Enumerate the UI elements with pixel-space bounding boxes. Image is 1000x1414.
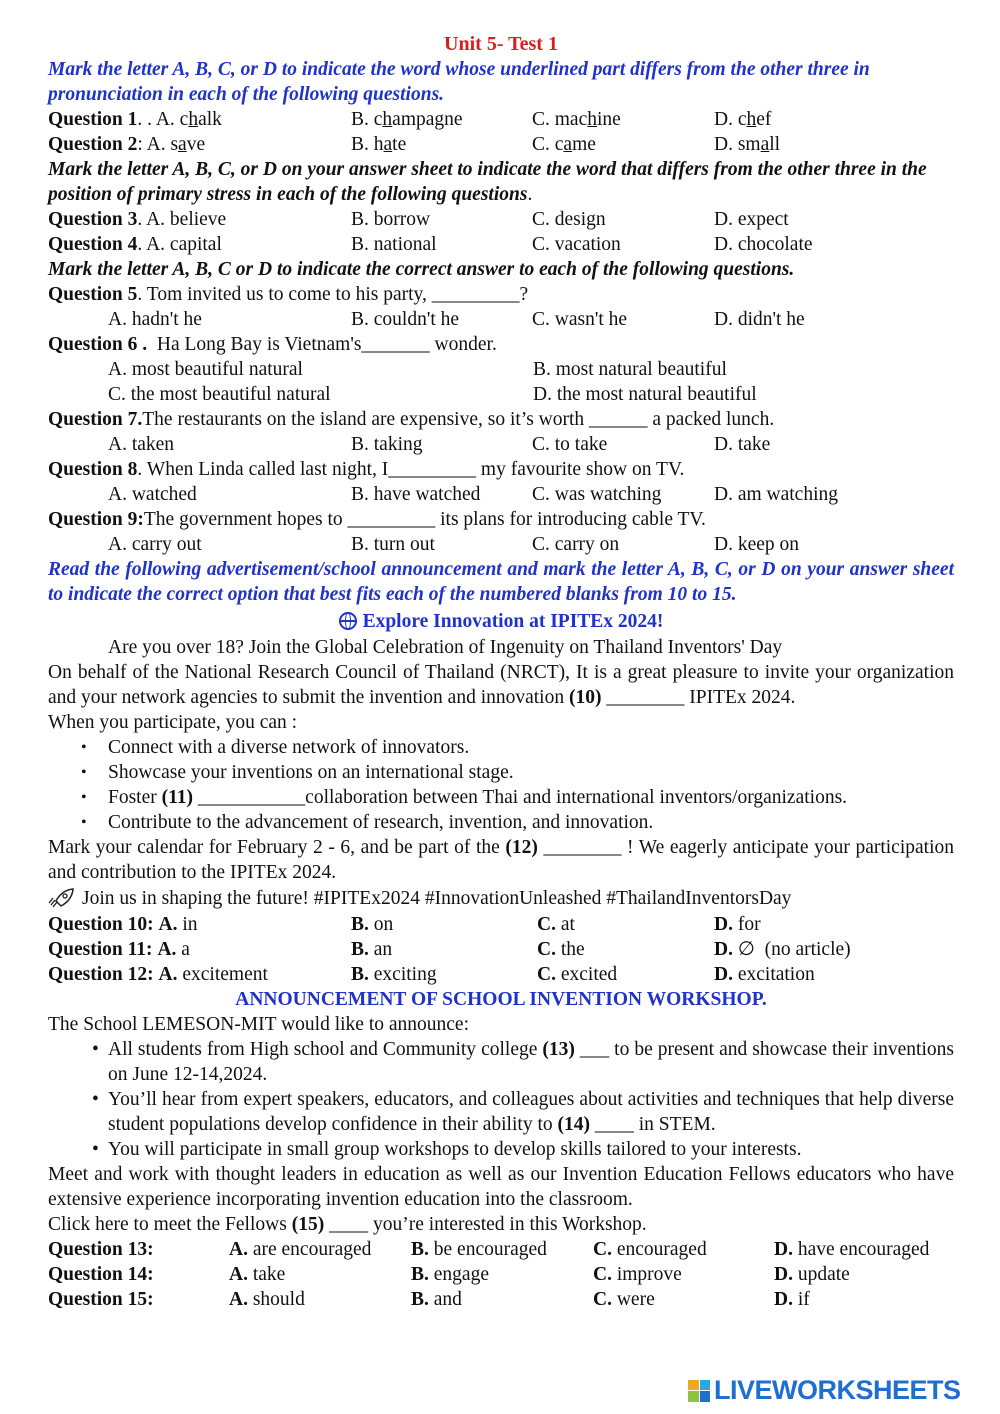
- q14-option-a[interactable]: A. take: [229, 1264, 286, 1285]
- question-4: Question 4. A. capital B. national C. vacation D. chocolate: [48, 234, 813, 255]
- q9-option-d[interactable]: D. keep on: [714, 534, 800, 555]
- question-7-stem: Question 7. The restaurants on the island are expensive, so it’s worth ______ a packed lunch.: [48, 409, 775, 430]
- q7-option-b[interactable]: B. taking: [351, 434, 423, 455]
- q11-option-d[interactable]: D. ∅ (no article): [714, 939, 851, 960]
- question-9-options: [48, 532, 954, 557]
- q14-option-b[interactable]: B. engage: [411, 1264, 489, 1285]
- q9-option-a[interactable]: A. carry out: [108, 534, 202, 555]
- announcement-item-3: • You will participate in small group workshops to develop skills tailored to your interests.: [92, 1139, 802, 1160]
- q8-option-a[interactable]: A. watched: [108, 484, 197, 505]
- q12-option-c[interactable]: C. excited: [537, 964, 618, 985]
- q4-option-a[interactable]: A. capital: [146, 234, 222, 255]
- instruction-reading: Read the following advertisement/school announcement and mark the letter A, B, C, or D on your answer sheet to indicate the correct option that best fits each of the numbered blanks from 10 to 15.: [48, 559, 954, 605]
- q11-option-c[interactable]: C. the: [537, 939, 585, 960]
- q10-option-a[interactable]: in: [177, 914, 198, 935]
- q6-option-c[interactable]: C. the most beautiful natural: [108, 384, 331, 405]
- q4-option-d[interactable]: D. chocolate: [714, 234, 813, 255]
- question-10: Question 10: A. in B. on C. at D. for: [48, 914, 761, 935]
- announcement-item-1: • All students from High school and Community college (13) ___ to be present and showcase their inventions on June 12-14,2024.: [92, 1039, 954, 1085]
- q11-option-a[interactable]: a: [176, 939, 190, 960]
- instruction-pronunciation: Mark the letter A, B, C, or D to indicate the word whose underlined part differs from the other three in pronunciation in each of the following questions.: [48, 59, 870, 105]
- q13-option-b[interactable]: B. be encouraged: [411, 1239, 547, 1260]
- q7-option-a[interactable]: A. taken: [108, 434, 175, 455]
- q13-option-d[interactable]: D. have encouraged: [774, 1239, 930, 1260]
- q12-option-a[interactable]: excitement: [177, 964, 268, 985]
- q2-option-c[interactable]: C. came: [532, 134, 596, 155]
- liveworksheets-logo[interactable]: [688, 1375, 961, 1406]
- question-1: [48, 107, 954, 132]
- page-title: Unit 5- Test 1: [444, 33, 558, 55]
- question-6-stem: Question 6 . Ha Long Bay is Vietnam's_______ wonder.: [48, 334, 497, 355]
- q6-option-b[interactable]: B. most natural beautiful: [533, 359, 727, 380]
- announcement-heading: ANNOUNCEMENT OF SCHOOL INVENTION WORKSHOP.: [235, 989, 767, 1010]
- q5-option-c[interactable]: C. wasn't he: [532, 309, 628, 330]
- ad-bullet-3: • Foster (11) ___________collaboration between Thai and international inventors/organizations.: [108, 785, 954, 810]
- q4-option-b[interactable]: B. national: [351, 234, 437, 255]
- ad-paragraph-1: On behalf of the National Research Council of Thailand (NRCT), It is a great pleasure to invite your organization and your network agencies to submit the invention and innovation (10) ________ IPITEx 2024.: [48, 662, 954, 708]
- question-12: Question 12: A. excitement B. exciting C. excited D. excitation: [48, 964, 815, 985]
- q3-option-c[interactable]: C. design: [532, 209, 606, 230]
- question-15: Question 15: A. should B. and C. were D. if: [48, 1289, 810, 1310]
- announcement-paragraph: Meet and work with thought leaders in education as well as our Invention Education Fellows educators who have extensive experience incorporating invention education into the classroom.: [48, 1164, 954, 1210]
- rocket-icon: [48, 888, 74, 908]
- instruction-grammar: Mark the letter A, B, C or D to indicate the correct answer to each of the following questions.: [48, 259, 795, 280]
- q1-option-c[interactable]: C. machine: [532, 109, 621, 130]
- liveworksheets-logo-text: LIVEWORKSHEETS: [714, 1375, 961, 1405]
- q14-option-c[interactable]: C. improve: [593, 1264, 682, 1285]
- question-14: Question 14: A. take B. engage C. improve D. update: [48, 1264, 850, 1285]
- q12-option-d[interactable]: D. excitation: [714, 964, 815, 985]
- q9-option-b[interactable]: B. turn out: [351, 534, 435, 555]
- q14-option-d[interactable]: D. update: [774, 1264, 850, 1285]
- question-3: Question 3. A. believe B. borrow C. design D. expect: [48, 209, 789, 230]
- q13-option-c[interactable]: C. encouraged: [593, 1239, 707, 1260]
- q10-option-d[interactable]: D. for: [714, 914, 761, 935]
- q5-option-d[interactable]: D. didn't he: [714, 309, 805, 330]
- q10-option-b[interactable]: B. on: [351, 914, 394, 935]
- q2-option-b[interactable]: B. hate: [351, 134, 407, 155]
- question-6-options-2: [48, 382, 954, 407]
- question-11: Question 11: A. a B. an C. the D. ∅ (no article): [48, 939, 851, 960]
- ad-bullet-list: [48, 735, 954, 835]
- announcement-intro: The School LEMESON-MIT would like to announce:: [48, 1014, 469, 1035]
- q7-option-d[interactable]: D. take: [714, 434, 771, 455]
- q15-option-a[interactable]: A. should: [229, 1289, 305, 1310]
- liveworksheets-logo-icon: [688, 1380, 710, 1402]
- ad-line-1: Are you over 18? Join the Global Celebration of Ingenuity on Thailand Inventors' Day: [108, 637, 783, 658]
- q6-option-a[interactable]: A. most beautiful natural: [108, 359, 303, 380]
- announcement-item-2: • You’ll hear from expert speakers, educators, and colleagues about activities and techniques that help diverse student populations develop confidence in their ability to (14) ____ in STEM.: [92, 1089, 954, 1135]
- question-9-stem: Question 9: The government hopes to _________ its plans for introducing cable TV.: [48, 509, 706, 530]
- q13-option-a[interactable]: A. are encouraged: [229, 1239, 372, 1260]
- instruction-stress: Mark the letter A, B, C, or D on your answer sheet to indicate the word that differs from the other three in the position of primary stress in each of the following questions.: [48, 159, 927, 205]
- q3-option-d[interactable]: D. expect: [714, 209, 789, 230]
- q11-option-b[interactable]: B. an: [351, 939, 393, 960]
- q1-option-d[interactable]: D. chef: [714, 109, 772, 130]
- q1-stem: Question 1. . A. chalk: [48, 109, 222, 130]
- worksheet-page: [48, 32, 954, 1312]
- q4-option-c[interactable]: C. vacation: [532, 234, 621, 255]
- ad-join-line: Join us in shaping the future! #IPITEx2024 #InnovationUnleashed #ThailandInventorsDay: [48, 885, 954, 912]
- q15-option-d[interactable]: D. if: [774, 1289, 810, 1310]
- q5-option-b[interactable]: B. couldn't he: [351, 309, 460, 330]
- q9-option-c[interactable]: C. carry on: [532, 534, 620, 555]
- q8-option-d[interactable]: D. am watching: [714, 484, 839, 505]
- question-2: [48, 132, 954, 157]
- ad-bullet-1: • Connect with a diverse network of innovators.: [108, 735, 954, 760]
- globe-icon: [339, 612, 357, 630]
- ad-bullet-4: • Contribute to the advancement of research, invention, and innovation.: [108, 810, 954, 835]
- q3-option-a[interactable]: A. believe: [146, 209, 227, 230]
- ad-title: Explore Innovation at IPITEx 2024!: [48, 609, 954, 635]
- question-6-options-1: [48, 357, 954, 382]
- q2-option-d[interactable]: D. small: [714, 134, 781, 155]
- question-8-options: [48, 482, 954, 507]
- q1-option-b[interactable]: B. champagne: [351, 109, 463, 130]
- q5-option-a[interactable]: A. hadn't he: [108, 309, 202, 330]
- q3-option-b[interactable]: B. borrow: [351, 209, 431, 230]
- q8-option-b[interactable]: B. have watched: [351, 484, 481, 505]
- q12-option-b[interactable]: B. exciting: [351, 964, 437, 985]
- q15-option-c[interactable]: C. were: [593, 1289, 655, 1310]
- q6-option-d[interactable]: D. the most natural beautiful: [533, 384, 757, 405]
- q7-option-c[interactable]: C. to take: [532, 434, 608, 455]
- ad-paragraph-2: When you participate, you can :: [48, 712, 298, 733]
- q2-stem: Question 2: A. save: [48, 134, 206, 155]
- q10-option-c[interactable]: C. at: [537, 914, 575, 935]
- question-13: Question 13: A. are encouraged B. be encouraged C. encouraged D. have encouraged: [48, 1239, 930, 1260]
- q8-option-c[interactable]: C. was watching: [532, 484, 662, 505]
- ad-bullet-2: • Showcase your inventions on an international stage.: [108, 760, 954, 785]
- question-5-options: [48, 307, 954, 332]
- question-7-options: [48, 432, 954, 457]
- question-8-stem: Question 8 . When Linda called last night, I_________ my favourite show on TV.: [48, 459, 685, 480]
- announcement-click-line: Click here to meet the Fellows (15) ____ you’re interested in this Workshop.: [48, 1214, 647, 1235]
- question-5-stem: Question 5 . Tom invited us to come to his party, _________?: [48, 284, 529, 305]
- ad-paragraph-3: Mark your calendar for February 2 - 6, and be part of the (12) ________ ! We eagerly anticipate your participation and contribution to the IPITEx 2024.: [48, 837, 954, 883]
- q15-option-b[interactable]: B. and: [411, 1289, 462, 1310]
